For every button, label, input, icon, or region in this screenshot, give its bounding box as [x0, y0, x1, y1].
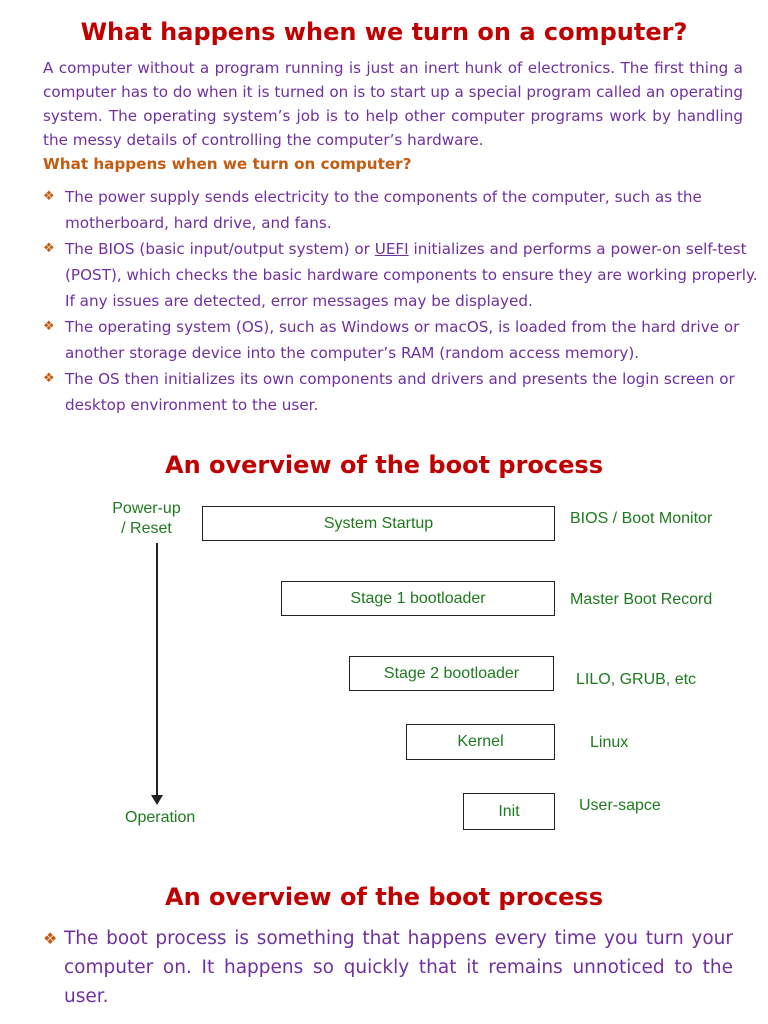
- list-item: [43, 924, 733, 1011]
- page-title: What happens when we turn on a computer?: [80, 18, 688, 46]
- stage-box-init: Init: [463, 793, 555, 830]
- stage-desc-grub: LILO, GRUB, etc: [576, 671, 697, 688]
- diagram-start-label: [109, 499, 184, 539]
- diamond-bullet-icon: ❖: [43, 319, 55, 334]
- list-item-text: The power supply sends electricity to the components of the computer, such as the motherboard, hard drive, and fans.: [65, 188, 702, 232]
- stage-desc-linux: Linux: [590, 734, 629, 751]
- section-heading-overview-2: An overview of the boot process: [165, 883, 603, 911]
- stage-desc-userspace: User-sapce: [579, 797, 661, 814]
- list-item-text: The boot process is something that happens every time you turn your computer on. It happens so quickly that it remains unnoticed to the user.: [64, 928, 733, 1007]
- list-item: [43, 366, 758, 418]
- stage-desc-bios: BIOS / Boot Monitor: [570, 510, 713, 527]
- uefi-link[interactable]: UEFI: [374, 240, 409, 258]
- stage-box-kernel: Kernel: [406, 724, 555, 760]
- subheading: What happens when we turn on computer?: [43, 155, 412, 173]
- start-label-line1: Power-up: [112, 500, 181, 517]
- list-item: [43, 236, 758, 314]
- stage-box-system-startup: System Startup: [202, 506, 555, 541]
- diamond-bullet-icon: ❖: [43, 189, 55, 204]
- list-item: [43, 314, 758, 366]
- diamond-bullet-icon: ❖: [43, 929, 58, 948]
- overview-list: [43, 924, 733, 1011]
- intro-text: A computer without a program running is just an inert hunk of electronics. The first thing a computer has to do when it is turned on is to start up a special program called an operating system. The operating system’s job is to help other computer programs work by handling the messy details of controlling the computer’s hardware.: [43, 59, 744, 149]
- diamond-bullet-icon: ❖: [43, 371, 55, 386]
- list-item-text-pre: The BIOS (basic input/output system) or: [65, 240, 375, 258]
- stage-box-stage1: Stage 1 bootloader: [281, 581, 555, 616]
- stage-desc-mbr: Master Boot Record: [570, 591, 713, 608]
- list-item-text: The OS then initializes its own components and drivers and presents the login screen or desktop environment to the user.: [65, 370, 735, 414]
- stage-box-stage2: Stage 2 bootloader: [349, 656, 554, 691]
- list-item: [43, 184, 758, 236]
- section-heading-overview: An overview of the boot process: [165, 451, 603, 479]
- timeline-arrow-line: [156, 543, 158, 795]
- list-item-text: The operating system (OS), such as Windows or macOS, is loaded from the hard drive or another storage device into the computer’s RAM (random access memory).: [65, 318, 740, 362]
- start-label-line2: / Reset: [121, 520, 172, 537]
- arrow-down-icon: [151, 795, 163, 805]
- boot-steps-list: [43, 184, 758, 418]
- intro-paragraph: [43, 56, 743, 152]
- diagram-end-label: Operation: [125, 809, 196, 826]
- diamond-bullet-icon: ❖: [43, 241, 55, 256]
- list-item-text-post: initializes and performs a power-on self-test (POST), which checks the basic hardware components to ensure they are working properly. If any issues are detected, error messages may be displayed.: [65, 240, 758, 310]
